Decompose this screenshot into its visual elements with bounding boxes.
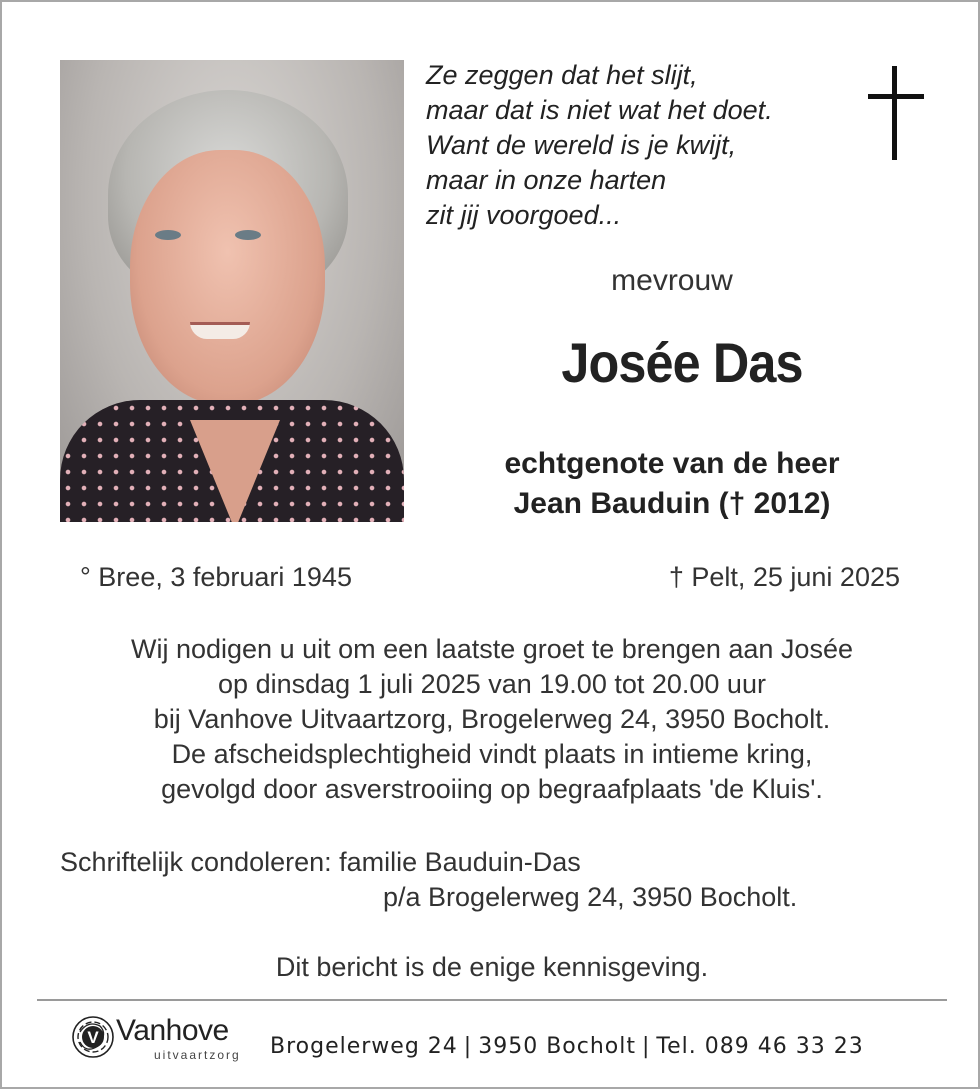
footer-contact <box>270 1034 864 1059</box>
poem-line: maar in onze harten <box>426 165 667 195</box>
info-line: gevolgd door asverstrooiing op begraafplaats 'de Kluis'. <box>161 774 823 804</box>
sole-notice: Dit bericht is de enige kennisgeving. <box>275 952 709 982</box>
poem-line: maar dat is niet wat het doet. <box>426 95 773 125</box>
photo-eye-left <box>155 230 181 240</box>
divider <box>37 999 947 1001</box>
condolence-line-2: p/a Brogelerweg 24, 3950 Bocholt. <box>383 882 798 912</box>
deceased-name: Josée Das <box>561 331 803 394</box>
death-info: † Pelt, 25 juni 2025 <box>668 562 900 592</box>
poem-line: Want de wereld is je kwijt, <box>426 130 737 160</box>
photo-eye-right <box>235 230 261 240</box>
info-line: De afscheidsplechtigheid vindt plaats in intieme kring, <box>171 739 813 769</box>
info-line: op dinsdag 1 juli 2025 van 19.00 tot 20.00 uur <box>218 669 766 699</box>
spouse-info <box>432 444 912 524</box>
footer-street: Brogelerweg 24 <box>270 1034 458 1059</box>
footer-phone: Tel. 089 46 33 23 <box>656 1034 864 1059</box>
spouse-line-2: Jean Bauduin († 2012) <box>513 487 831 520</box>
portrait-photo <box>60 60 404 522</box>
photo-mouth <box>190 322 250 339</box>
footer-separator: | <box>642 1034 651 1059</box>
info-line: bij Vanhove Uitvaartzorg, Brogelerweg 24, 3950 Bocholt. <box>153 704 831 734</box>
logo-mark-icon <box>68 1012 118 1062</box>
vanhove-logo <box>68 1010 258 1066</box>
footer-separator: | <box>463 1034 473 1059</box>
footer-city: 3950 Bocholt <box>478 1034 636 1059</box>
poem <box>426 58 773 233</box>
info-line: Wij nodigen u uit om een laatste groet te brengen aan Josée <box>131 634 853 664</box>
poem-line: zit jij voorgoed... <box>426 200 622 230</box>
honorific: mevrouw <box>611 264 733 297</box>
poem-line: Ze zeggen dat het slijt, <box>426 60 698 90</box>
cross-icon <box>868 66 924 162</box>
spouse-line-1: echtgenote van de heer <box>504 447 840 480</box>
logo-brand: Vanhove <box>116 1014 229 1047</box>
logo-mark-letter: V <box>87 1028 99 1047</box>
condolence-line-1: Schriftelijk condoleren: familie Bauduin-Das <box>60 847 581 877</box>
birth-info: ° Bree, 3 februari 1945 <box>80 562 352 592</box>
ceremony-info <box>42 632 942 807</box>
photo-face <box>130 150 325 405</box>
logo-subtitle: uitvaartzorg <box>154 1048 241 1062</box>
